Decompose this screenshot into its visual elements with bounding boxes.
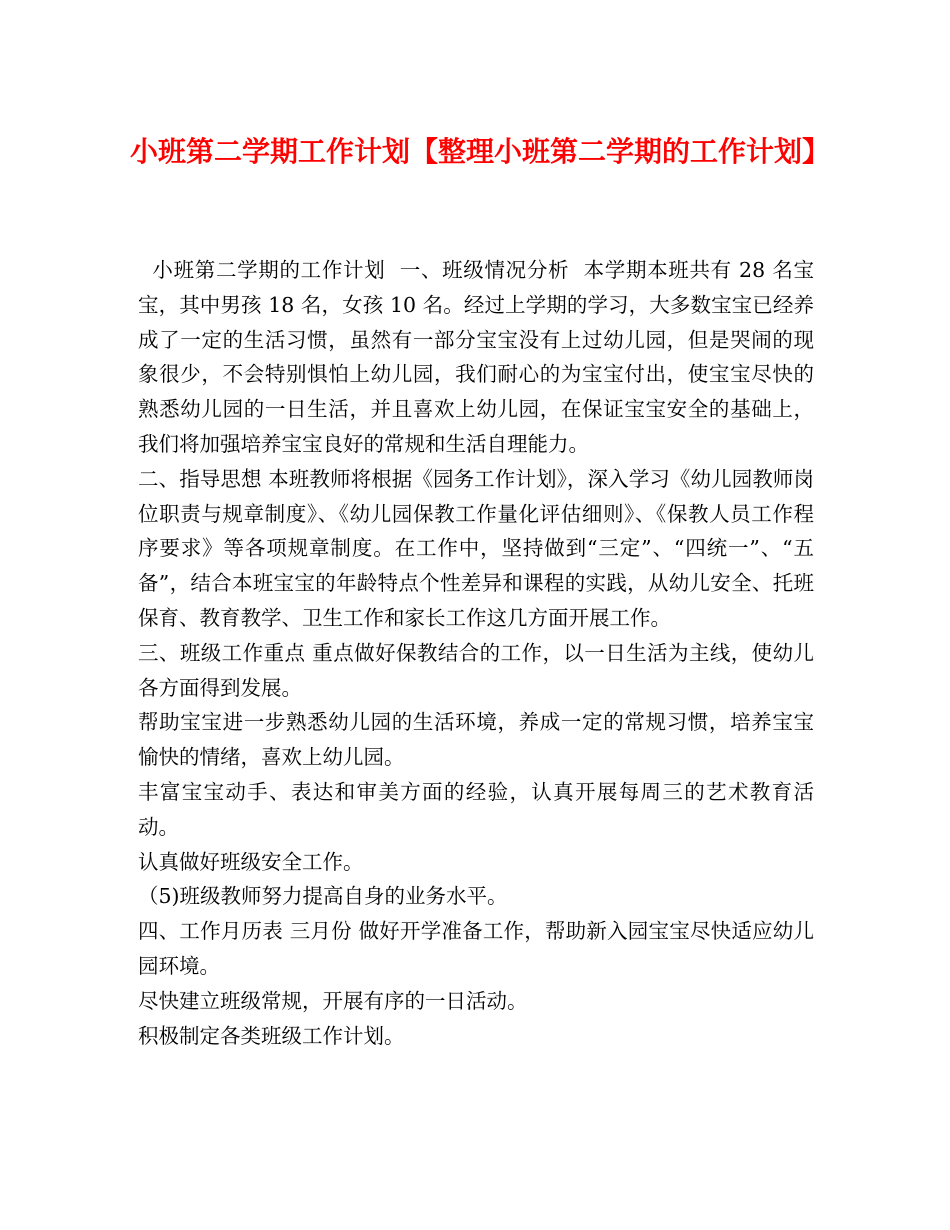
paragraph-work-focus: 三、班级工作重点 重点做好保教结合的工作，以一日生活为主线，使幼儿各方面得到发展。 bbox=[138, 640, 814, 700]
paragraph-work-plans: 积极制定各类班级工作计划。 bbox=[138, 1023, 405, 1048]
document-title: 小班第二学期工作计划【整理小班第二学期的工作计划】 bbox=[130, 135, 831, 168]
paragraph-guiding-ideology: 二、指导思想 本班教师将根据《园务工作计划》，深入学习《幼儿园教师岗位职责与规章制度》、《幼儿园保教工作量化评估细则》、《保教人员工作程序要求》等各项规章制度。在工作中，坚持做到“三定”、“四统一”、“五备”，结合本班宝宝的年龄特点个性差异和课程的实践，从幼儿安全、托班保育、教育教学、卫生工作和家长工作这几方面开展工作。 bbox=[138, 466, 814, 630]
paragraph-class-routine: 尽快建立班级常规，开展有序的一日活动。 bbox=[138, 988, 528, 1013]
document-body bbox=[138, 253, 814, 1053]
paragraph-environment: 帮助宝宝进一步熟悉幼儿园的生活环境，养成一定的常规习惯，培养宝宝愉快的情绪，喜欢上幼儿园。 bbox=[138, 710, 814, 770]
paragraph-monthly-calendar: 四、工作月历表 三月份 做好开学准备工作，帮助新入园宝宝尽快适应幼儿园环境。 bbox=[138, 919, 814, 978]
paragraph-safety: 认真做好班级安全工作。 bbox=[138, 849, 364, 874]
paragraph-experience: 丰富宝宝动手、表达和审美方面的经验，认真开展每周三的艺术教育活动。 bbox=[138, 779, 814, 839]
paragraph-class-analysis: 小班第二学期的工作计划 一、班级情况分析 本学期本班共有 28 名宝宝，其中男孩 18 名，女孩 10 名。经过上学期的学习，大多数宝宝已经养成了一定的生活习惯，虽然有一部分宝宝没有上过幼儿园，但是哭闹的现象很少，不会特别惧怕上幼儿园，我们耐心的为宝宝付出，使宝宝尽快的熟悉幼儿园的一日生活，并且喜欢上幼儿园，在保证宝宝安全的基础上，我们将加强培养宝宝良好的常规和生活自理能力。 bbox=[138, 258, 814, 456]
paragraph-teacher-level: （5)班级教师努力提高自身的业务水平。 bbox=[138, 884, 508, 909]
